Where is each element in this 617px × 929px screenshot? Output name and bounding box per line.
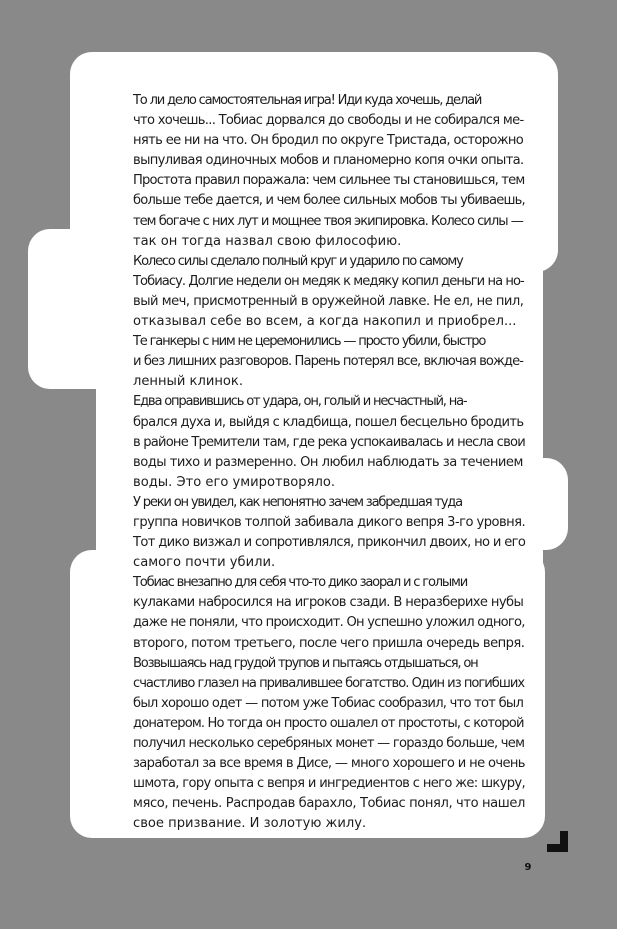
text-line: что хочешь... Тобиас дорвался до свободы и не собирался ме- (133, 113, 524, 129)
text-line: брался духа и, выйдя с кладбища, пошел бесцельно бродить (133, 414, 524, 430)
text-line: даже не поняли, что происходит. Он успешно уложил одного, (133, 615, 525, 631)
text-line: выпуливая одиночных мобов и планомерно копя очки опыта. (133, 153, 524, 169)
text-line: тем богаче с них лут и мощнее твоя экипировка. Колесо силы — (133, 213, 523, 229)
paragraph (113, 392, 525, 492)
text-line: шмота, гору опыта с вепря и ингредиентов с него же: шкуру, (133, 776, 526, 792)
text-line: ленный клинок. (133, 374, 243, 390)
text-line: Тобиасу. Долгие недели он медяк к медяку копил деньги на но- (133, 273, 524, 289)
paragraph (113, 493, 525, 573)
text-line: То ли дело самостоятельная игра! Иди куда хочешь, делай (133, 93, 482, 108)
text-line: и без лишних разговоров. Парень потерял все, включая вожде- (133, 354, 524, 370)
text-line: воды. Это его умиротворяло. (133, 474, 336, 490)
text-line: мясо, печень. Распродав барахло, Тобиас понял, что нашел (133, 796, 525, 812)
text-line: Колесо силы сделало полный круг и ударило по самому (133, 253, 463, 269)
corner-bracket-icon (547, 831, 568, 852)
text-line: У реки он увидел, как непонятно зачем забредшая туда (133, 494, 462, 510)
paragraph (113, 252, 525, 332)
paragraph (113, 332, 525, 392)
text-line: самого почти убили. (133, 555, 276, 571)
text-line: Простота правил поражала: чем сильнее ты становишься, тем (133, 173, 525, 189)
text-line: счастливо глазел на привалившее богатство. Один из погибших (133, 675, 525, 691)
text-line: Тот дико визжал и сопротивлялся, прикончил двоих, но и его (133, 535, 526, 551)
text-line: получил несколько серебряных монет — гораздо больше, чем (133, 736, 525, 751)
text-line: второго, потом третьего, после чего пришла очередь вепря. (133, 635, 525, 651)
text-line: свое призвание. И золотую жилу. (133, 816, 367, 832)
text-line: воды тихо и размеренно. Он любил наблюдать за течением (133, 454, 523, 470)
paragraph (113, 654, 525, 835)
text-line: кулаками набросился на игроков сзади. В неразберихе нубы (133, 595, 524, 611)
text-line: Возвышаясь над грудой трупов и пытаясь отдышаться, он (133, 655, 478, 671)
text-line: донатером. Но тогда он просто ошалел от простоты, с которой (133, 715, 524, 731)
body-text (113, 91, 525, 834)
text-line: вый меч, присмотренный в оружейной лавке. Не ел, не пил, (133, 293, 524, 309)
text-line: Едва оправившись от удара, он, голый и несчастный, на- (133, 394, 467, 410)
text-line: группа новичков толпой забивала дикого вепря 3-го уровня. (133, 514, 526, 530)
text-line: заработал за все время в Дисе, — много хорошего и не очень (133, 756, 525, 772)
text-line: отказывал себе во всем, а когда накопил и приобрел... (133, 314, 517, 330)
text-line: Те ганкеры с ним не церемонились — просто убили, быстро (133, 334, 486, 350)
paragraph (113, 91, 525, 252)
page-number: 9 (524, 862, 532, 873)
text-line: нять ее ни на что. Он бродил по округе Тристада, осторожно (133, 133, 524, 149)
text-line: в районе Тремители там, где река успокаивалась и несла свои (133, 434, 525, 450)
text-line: был хорошо одет — потом уже Тобиас сообразил, что тот был (133, 695, 524, 711)
text-line: Тобиас внезапно для себя что-то дико заорал и с голыми (133, 575, 468, 591)
paragraph (113, 573, 525, 653)
text-line: больше тебе дается, и чем более сильных мобов ты убиваешь, (133, 193, 525, 209)
text-line: так он тогда назвал свою философию. (133, 233, 402, 249)
